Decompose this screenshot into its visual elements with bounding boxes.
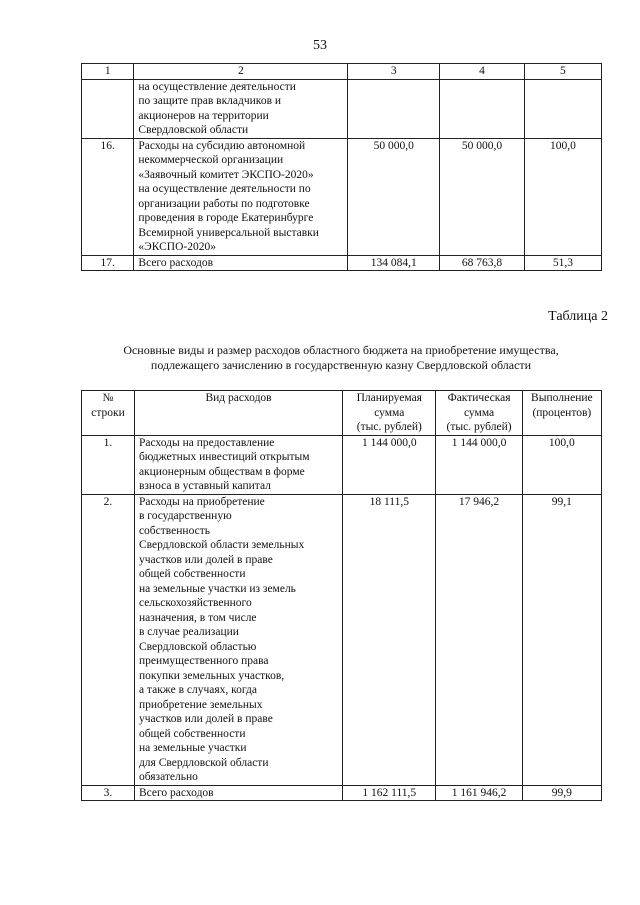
actual-sum: 68 763,8 (440, 255, 525, 271)
percent: 99,1 (522, 494, 601, 785)
planned-sum (348, 79, 440, 138)
row-number: 2. (82, 494, 135, 785)
table-row (82, 79, 602, 138)
row-description: Расходы на предоставление бюджетных инвестиций открытым акционерным обществам в форме взноса в уставный капитал (134, 435, 342, 494)
planned-sum: 134 084,1 (348, 255, 440, 271)
percent: 99,9 (522, 785, 601, 801)
table-1 (81, 63, 602, 271)
col-header: 3 (348, 64, 440, 80)
percent: 51,3 (524, 255, 601, 271)
table-header-row (82, 391, 602, 436)
row-number: 1. (82, 435, 135, 494)
table-row (82, 138, 602, 255)
table-row (82, 435, 602, 494)
planned-sum: 18 111,5 (343, 494, 436, 785)
col-header: 4 (440, 64, 525, 80)
row-description: Всего расходов (134, 785, 342, 801)
table-2 (81, 390, 602, 801)
col-header: Вид расходов (134, 391, 342, 436)
percent: 100,0 (522, 435, 601, 494)
planned-sum: 1 162 111,5 (343, 785, 436, 801)
actual-sum: 1 144 000,0 (436, 435, 522, 494)
page-number: 53 (313, 38, 327, 53)
row-number: 16. (82, 138, 134, 255)
row-description: Расходы на субсидию автономной некоммерческой организации «Заявочный комитет ЭКСПО-2020» на осуществление деятельности по организации работы по подготовке проведения в городе Екатеринбурге Всемирной универсальной выставки «ЭКСПО-2020» (134, 138, 348, 255)
percent: 100,0 (524, 138, 601, 255)
actual-sum: 17 946,2 (436, 494, 522, 785)
table-2-label: Таблица 2 (548, 309, 608, 324)
col-header: Фактическая сумма (тыс. рублей) (436, 391, 522, 436)
table-header-row (82, 64, 602, 80)
col-header: Выполнение (процентов) (522, 391, 601, 436)
row-description: Расходы на приобретение в государственную собственность Свердловской области земельных участков или долей в праве общей собственности на земельные участки из земель сельскохозяйственного назначения, в том числе в случае реализации Свердловской областью преимущественного права покупки земельных участков, а также в случаях, когда приобретение земельных участков или долей в праве общей собственности на земельные участки для Свердловской области обязательно (134, 494, 342, 785)
col-header: 2 (134, 64, 348, 80)
col-header: № строки (82, 391, 135, 436)
table-row (82, 255, 602, 271)
actual-sum (440, 79, 525, 138)
row-description: Всего расходов (134, 255, 348, 271)
actual-sum: 50 000,0 (440, 138, 525, 255)
row-description: на осуществление деятельности по защите прав вкладчиков и акционеров на территории Свердловской области (134, 79, 348, 138)
table-2-title: Основные виды и размер расходов областного бюджета на приобретение имущества, подлежащего зачислению в государственную казну Свердловской области (123, 343, 559, 372)
row-number: 17. (82, 255, 134, 271)
col-header: 5 (524, 64, 601, 80)
table-row (82, 494, 602, 785)
row-number: 3. (82, 785, 135, 801)
row-number (82, 79, 134, 138)
planned-sum: 50 000,0 (348, 138, 440, 255)
actual-sum: 1 161 946,2 (436, 785, 522, 801)
table-row (82, 785, 602, 801)
planned-sum: 1 144 000,0 (343, 435, 436, 494)
col-header: 1 (82, 64, 134, 80)
col-header: Планируемая сумма (тыс. рублей) (343, 391, 436, 436)
percent (524, 79, 601, 138)
